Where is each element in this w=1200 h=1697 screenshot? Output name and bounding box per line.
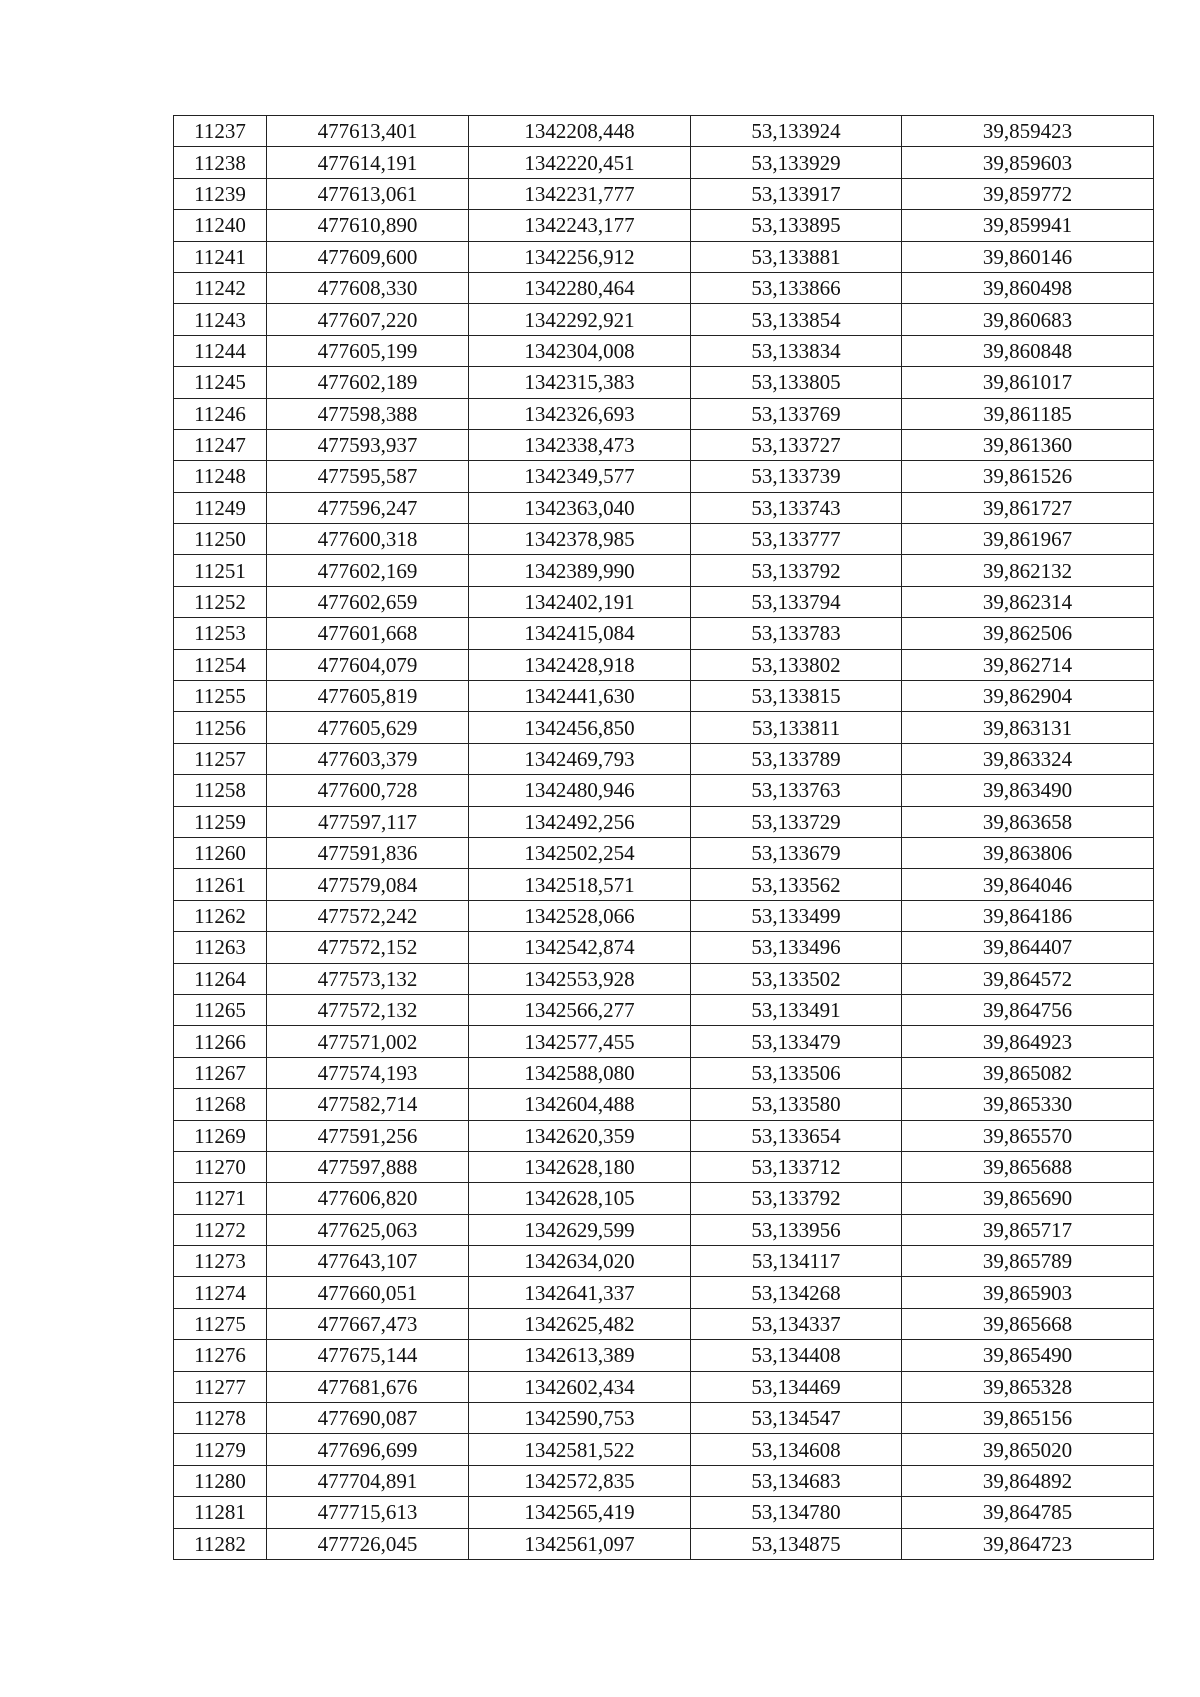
longitude-cell: 39,861360 [902,429,1154,460]
x-coordinate-cell: 477579,084 [267,869,469,900]
table-row [174,1183,1154,1214]
longitude-cell: 39,859423 [902,116,1154,147]
latitude-cell: 53,134268 [691,1277,902,1308]
table-row [174,524,1154,555]
point-number-cell: 11277 [174,1371,267,1402]
x-coordinate-cell: 477602,659 [267,586,469,617]
table-row [174,869,1154,900]
point-number-cell: 11237 [174,116,267,147]
longitude-cell: 39,865688 [902,1151,1154,1182]
x-coordinate-cell: 477614,191 [267,147,469,178]
latitude-cell: 53,134469 [691,1371,902,1402]
y-coordinate-cell: 1342280,464 [469,272,691,303]
table-row [174,712,1154,743]
y-coordinate-cell: 1342402,191 [469,586,691,617]
latitude-cell: 53,133654 [691,1120,902,1151]
table-row [174,461,1154,492]
point-number-cell: 11248 [174,461,267,492]
table-row [174,1371,1154,1402]
latitude-cell: 53,133854 [691,304,902,335]
longitude-cell: 39,864572 [902,963,1154,994]
latitude-cell: 53,134875 [691,1528,902,1559]
x-coordinate-cell: 477715,613 [267,1497,469,1528]
point-number-cell: 11269 [174,1120,267,1151]
y-coordinate-cell: 1342528,066 [469,900,691,931]
y-coordinate-cell: 1342469,793 [469,743,691,774]
table-row [174,649,1154,680]
table-row [174,147,1154,178]
x-coordinate-cell: 477675,144 [267,1340,469,1371]
point-number-cell: 11239 [174,178,267,209]
longitude-cell: 39,861727 [902,492,1154,523]
y-coordinate-cell: 1342561,097 [469,1528,691,1559]
x-coordinate-cell: 477643,107 [267,1246,469,1277]
latitude-cell: 53,133924 [691,116,902,147]
x-coordinate-cell: 477597,117 [267,806,469,837]
latitude-cell: 53,133496 [691,932,902,963]
x-coordinate-cell: 477571,002 [267,1026,469,1057]
x-coordinate-cell: 477591,836 [267,837,469,868]
table-row [174,1120,1154,1151]
x-coordinate-cell: 477667,473 [267,1308,469,1339]
point-number-cell: 11245 [174,367,267,398]
longitude-cell: 39,865717 [902,1214,1154,1245]
x-coordinate-cell: 477596,247 [267,492,469,523]
longitude-cell: 39,865156 [902,1403,1154,1434]
latitude-cell: 53,133895 [691,210,902,241]
latitude-cell: 53,133866 [691,272,902,303]
x-coordinate-cell: 477600,728 [267,775,469,806]
longitude-cell: 39,863658 [902,806,1154,837]
longitude-cell: 39,864723 [902,1528,1154,1559]
x-coordinate-cell: 477726,045 [267,1528,469,1559]
x-coordinate-cell: 477690,087 [267,1403,469,1434]
point-number-cell: 11250 [174,524,267,555]
longitude-cell: 39,861967 [902,524,1154,555]
latitude-cell: 53,133729 [691,806,902,837]
latitude-cell: 53,133712 [691,1151,902,1182]
point-number-cell: 11260 [174,837,267,868]
y-coordinate-cell: 1342492,256 [469,806,691,837]
y-coordinate-cell: 1342628,105 [469,1183,691,1214]
longitude-cell: 39,862904 [902,681,1154,712]
y-coordinate-cell: 1342456,850 [469,712,691,743]
y-coordinate-cell: 1342441,630 [469,681,691,712]
point-number-cell: 11238 [174,147,267,178]
table-row [174,837,1154,868]
y-coordinate-cell: 1342634,020 [469,1246,691,1277]
y-coordinate-cell: 1342326,693 [469,398,691,429]
point-number-cell: 11276 [174,1340,267,1371]
point-number-cell: 11274 [174,1277,267,1308]
latitude-cell: 53,133789 [691,743,902,774]
point-number-cell: 11244 [174,335,267,366]
table-row [174,1403,1154,1434]
x-coordinate-cell: 477572,132 [267,994,469,1025]
y-coordinate-cell: 1342604,488 [469,1089,691,1120]
table-row [174,932,1154,963]
table-row [174,367,1154,398]
y-coordinate-cell: 1342629,599 [469,1214,691,1245]
x-coordinate-cell: 477613,061 [267,178,469,209]
longitude-cell: 39,862714 [902,649,1154,680]
point-number-cell: 11281 [174,1497,267,1528]
y-coordinate-cell: 1342641,337 [469,1277,691,1308]
point-number-cell: 11251 [174,555,267,586]
coordinates-table [173,115,1154,1560]
point-number-cell: 11271 [174,1183,267,1214]
latitude-cell: 53,134408 [691,1340,902,1371]
y-coordinate-cell: 1342581,522 [469,1434,691,1465]
latitude-cell: 53,133794 [691,586,902,617]
y-coordinate-cell: 1342231,777 [469,178,691,209]
y-coordinate-cell: 1342565,419 [469,1497,691,1528]
longitude-cell: 39,864756 [902,994,1154,1025]
x-coordinate-cell: 477681,676 [267,1371,469,1402]
x-coordinate-cell: 477602,189 [267,367,469,398]
point-number-cell: 11261 [174,869,267,900]
latitude-cell: 53,133679 [691,837,902,868]
longitude-cell: 39,865328 [902,1371,1154,1402]
table-row [174,900,1154,931]
latitude-cell: 53,133727 [691,429,902,460]
point-number-cell: 11259 [174,806,267,837]
y-coordinate-cell: 1342602,434 [469,1371,691,1402]
x-coordinate-cell: 477597,888 [267,1151,469,1182]
table-row [174,1340,1154,1371]
x-coordinate-cell: 477610,890 [267,210,469,241]
y-coordinate-cell: 1342566,277 [469,994,691,1025]
latitude-cell: 53,133743 [691,492,902,523]
x-coordinate-cell: 477574,193 [267,1057,469,1088]
table-row [174,1465,1154,1496]
latitude-cell: 53,133769 [691,398,902,429]
point-number-cell: 11262 [174,900,267,931]
y-coordinate-cell: 1342480,946 [469,775,691,806]
y-coordinate-cell: 1342588,080 [469,1057,691,1088]
x-coordinate-cell: 477591,256 [267,1120,469,1151]
x-coordinate-cell: 477607,220 [267,304,469,335]
x-coordinate-cell: 477593,937 [267,429,469,460]
longitude-cell: 39,859941 [902,210,1154,241]
table-row [174,1308,1154,1339]
longitude-cell: 39,860683 [902,304,1154,335]
longitude-cell: 39,865903 [902,1277,1154,1308]
latitude-cell: 53,133763 [691,775,902,806]
point-number-cell: 11241 [174,241,267,272]
longitude-cell: 39,862132 [902,555,1154,586]
y-coordinate-cell: 1342349,577 [469,461,691,492]
longitude-cell: 39,865668 [902,1308,1154,1339]
point-number-cell: 11280 [174,1465,267,1496]
point-number-cell: 11255 [174,681,267,712]
point-number-cell: 11242 [174,272,267,303]
table-row [174,1057,1154,1088]
latitude-cell: 53,133792 [691,555,902,586]
table-row [174,681,1154,712]
x-coordinate-cell: 477605,199 [267,335,469,366]
point-number-cell: 11258 [174,775,267,806]
x-coordinate-cell: 477600,318 [267,524,469,555]
point-number-cell: 11240 [174,210,267,241]
latitude-cell: 53,133917 [691,178,902,209]
longitude-cell: 39,863131 [902,712,1154,743]
longitude-cell: 39,863806 [902,837,1154,868]
latitude-cell: 53,133491 [691,994,902,1025]
point-number-cell: 11263 [174,932,267,963]
y-coordinate-cell: 1342553,928 [469,963,691,994]
y-coordinate-cell: 1342256,912 [469,241,691,272]
y-coordinate-cell: 1342428,918 [469,649,691,680]
longitude-cell: 39,864923 [902,1026,1154,1057]
latitude-cell: 53,133815 [691,681,902,712]
latitude-cell: 53,134547 [691,1403,902,1434]
table-row [174,492,1154,523]
y-coordinate-cell: 1342628,180 [469,1151,691,1182]
longitude-cell: 39,865330 [902,1089,1154,1120]
longitude-cell: 39,865490 [902,1340,1154,1371]
table-row [174,618,1154,649]
x-coordinate-cell: 477582,714 [267,1089,469,1120]
longitude-cell: 39,865570 [902,1120,1154,1151]
table-row [174,1089,1154,1120]
table-row [174,1528,1154,1559]
longitude-cell: 39,865020 [902,1434,1154,1465]
longitude-cell: 39,864892 [902,1465,1154,1496]
y-coordinate-cell: 1342304,008 [469,335,691,366]
table-row [174,555,1154,586]
table-row [174,398,1154,429]
x-coordinate-cell: 477696,699 [267,1434,469,1465]
latitude-cell: 53,133881 [691,241,902,272]
table-row [174,994,1154,1025]
point-number-cell: 11246 [174,398,267,429]
x-coordinate-cell: 477572,152 [267,932,469,963]
y-coordinate-cell: 1342518,571 [469,869,691,900]
latitude-cell: 53,134683 [691,1465,902,1496]
x-coordinate-cell: 477601,668 [267,618,469,649]
latitude-cell: 53,133834 [691,335,902,366]
latitude-cell: 53,134608 [691,1434,902,1465]
point-number-cell: 11273 [174,1246,267,1277]
latitude-cell: 53,134117 [691,1246,902,1277]
y-coordinate-cell: 1342577,455 [469,1026,691,1057]
longitude-cell: 39,860498 [902,272,1154,303]
point-number-cell: 11270 [174,1151,267,1182]
latitude-cell: 53,134337 [691,1308,902,1339]
latitude-cell: 53,133802 [691,649,902,680]
x-coordinate-cell: 477660,051 [267,1277,469,1308]
x-coordinate-cell: 477604,079 [267,649,469,680]
point-number-cell: 11253 [174,618,267,649]
table-row [174,1214,1154,1245]
latitude-cell: 53,133783 [691,618,902,649]
point-number-cell: 11257 [174,743,267,774]
point-number-cell: 11275 [174,1308,267,1339]
longitude-cell: 39,859603 [902,147,1154,178]
latitude-cell: 53,133506 [691,1057,902,1088]
table-row [174,241,1154,272]
y-coordinate-cell: 1342572,835 [469,1465,691,1496]
point-number-cell: 11265 [174,994,267,1025]
longitude-cell: 39,865690 [902,1183,1154,1214]
latitude-cell: 53,134780 [691,1497,902,1528]
y-coordinate-cell: 1342613,389 [469,1340,691,1371]
y-coordinate-cell: 1342378,985 [469,524,691,555]
longitude-cell: 39,863324 [902,743,1154,774]
latitude-cell: 53,133739 [691,461,902,492]
y-coordinate-cell: 1342542,874 [469,932,691,963]
table-row [174,806,1154,837]
longitude-cell: 39,862314 [902,586,1154,617]
y-coordinate-cell: 1342620,359 [469,1120,691,1151]
x-coordinate-cell: 477598,388 [267,398,469,429]
point-number-cell: 11278 [174,1403,267,1434]
longitude-cell: 39,859772 [902,178,1154,209]
table-row [174,335,1154,366]
table-row [174,1277,1154,1308]
latitude-cell: 53,133792 [691,1183,902,1214]
table-row [174,775,1154,806]
longitude-cell: 39,861017 [902,367,1154,398]
table-row [174,304,1154,335]
latitude-cell: 53,133805 [691,367,902,398]
x-coordinate-cell: 477595,587 [267,461,469,492]
longitude-cell: 39,865082 [902,1057,1154,1088]
y-coordinate-cell: 1342415,084 [469,618,691,649]
x-coordinate-cell: 477609,600 [267,241,469,272]
table-row [174,1246,1154,1277]
latitude-cell: 53,133929 [691,147,902,178]
x-coordinate-cell: 477613,401 [267,116,469,147]
longitude-cell: 39,864186 [902,900,1154,931]
latitude-cell: 53,133479 [691,1026,902,1057]
x-coordinate-cell: 477605,819 [267,681,469,712]
point-number-cell: 11268 [174,1089,267,1120]
x-coordinate-cell: 477704,891 [267,1465,469,1496]
longitude-cell: 39,864785 [902,1497,1154,1528]
longitude-cell: 39,861185 [902,398,1154,429]
table-row [174,272,1154,303]
y-coordinate-cell: 1342315,383 [469,367,691,398]
point-number-cell: 11279 [174,1434,267,1465]
point-number-cell: 11264 [174,963,267,994]
y-coordinate-cell: 1342292,921 [469,304,691,335]
x-coordinate-cell: 477572,242 [267,900,469,931]
table-row [174,743,1154,774]
table-row [174,1434,1154,1465]
longitude-cell: 39,860848 [902,335,1154,366]
latitude-cell: 53,133956 [691,1214,902,1245]
table-row [174,586,1154,617]
table-row [174,1497,1154,1528]
table-row [174,116,1154,147]
point-number-cell: 11256 [174,712,267,743]
y-coordinate-cell: 1342220,451 [469,147,691,178]
table-row [174,1151,1154,1182]
longitude-cell: 39,863490 [902,775,1154,806]
longitude-cell: 39,865789 [902,1246,1154,1277]
longitude-cell: 39,860146 [902,241,1154,272]
point-number-cell: 11254 [174,649,267,680]
latitude-cell: 53,133499 [691,900,902,931]
table-row [174,963,1154,994]
x-coordinate-cell: 477602,169 [267,555,469,586]
x-coordinate-cell: 477625,063 [267,1214,469,1245]
table-row [174,429,1154,460]
x-coordinate-cell: 477573,132 [267,963,469,994]
table-row [174,1026,1154,1057]
point-number-cell: 11272 [174,1214,267,1245]
y-coordinate-cell: 1342389,990 [469,555,691,586]
latitude-cell: 53,133811 [691,712,902,743]
latitude-cell: 53,133777 [691,524,902,555]
x-coordinate-cell: 477605,629 [267,712,469,743]
y-coordinate-cell: 1342338,473 [469,429,691,460]
point-number-cell: 11266 [174,1026,267,1057]
y-coordinate-cell: 1342590,753 [469,1403,691,1434]
y-coordinate-cell: 1342208,448 [469,116,691,147]
longitude-cell: 39,862506 [902,618,1154,649]
point-number-cell: 11267 [174,1057,267,1088]
table-row [174,210,1154,241]
point-number-cell: 11247 [174,429,267,460]
y-coordinate-cell: 1342625,482 [469,1308,691,1339]
longitude-cell: 39,861526 [902,461,1154,492]
y-coordinate-cell: 1342243,177 [469,210,691,241]
x-coordinate-cell: 477608,330 [267,272,469,303]
y-coordinate-cell: 1342363,040 [469,492,691,523]
table-row [174,178,1154,209]
y-coordinate-cell: 1342502,254 [469,837,691,868]
longitude-cell: 39,864407 [902,932,1154,963]
latitude-cell: 53,133580 [691,1089,902,1120]
latitude-cell: 53,133562 [691,869,902,900]
point-number-cell: 11249 [174,492,267,523]
latitude-cell: 53,133502 [691,963,902,994]
point-number-cell: 11252 [174,586,267,617]
longitude-cell: 39,864046 [902,869,1154,900]
x-coordinate-cell: 477606,820 [267,1183,469,1214]
point-number-cell: 11243 [174,304,267,335]
coordinates-table-body [174,116,1154,1560]
point-number-cell: 11282 [174,1528,267,1559]
x-coordinate-cell: 477603,379 [267,743,469,774]
